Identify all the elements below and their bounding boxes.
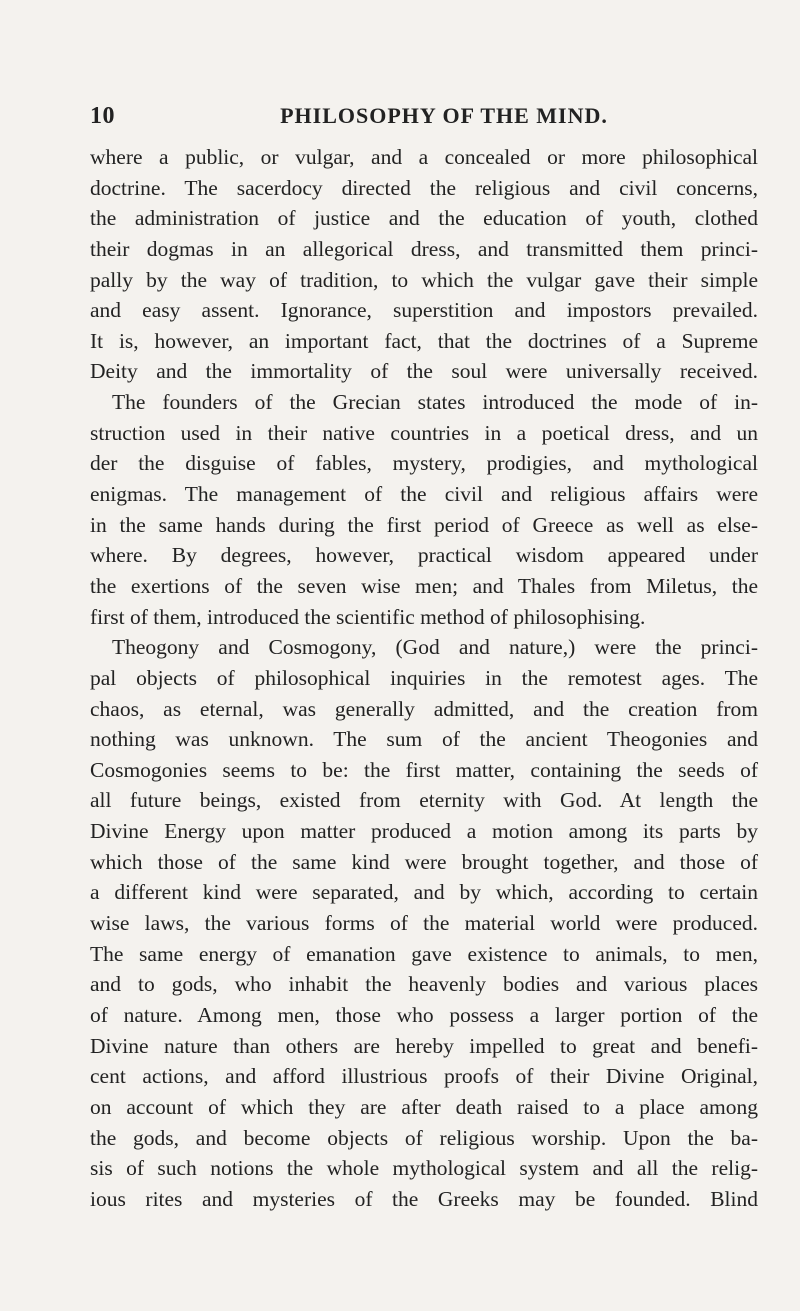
running-head: PHILOSOPHY OF THE MIND.: [280, 103, 608, 128]
text-line: wise laws, the various forms of the material world were produced.: [90, 911, 758, 936]
text-line: Cosmogonies seems to be: the first matter, containing the seeds of: [90, 757, 758, 782]
text-line: which those of the same kind were brought together, and those of: [90, 849, 758, 874]
page-header: [90, 103, 758, 133]
text-line: nothing was unknown. The sum of the ancient Theogonies and: [90, 727, 758, 752]
text-line: enigmas. The management of the civil and religious affairs were: [90, 482, 758, 507]
text-line: the exertions of the seven wise men; and Thales from Miletus, the: [90, 573, 758, 598]
text-line: der the disguise of fables, mystery, prodigies, and mythological: [90, 451, 758, 476]
text-line: and to gods, who inhabit the heavenly bodies and various places: [90, 972, 758, 997]
text-line: The founders of the Grecian states introduced the mode of in-: [112, 390, 758, 415]
text-line: where. By degrees, however, practical wisdom appeared under: [90, 543, 758, 568]
text-line: sis of such notions the whole mythological system and all the relig-: [90, 1156, 758, 1181]
text-line: The same energy of emanation gave existence to animals, to men,: [90, 941, 758, 966]
text-line: Theogony and Cosmogony, (God and nature,) were the princi-: [112, 635, 758, 660]
text-line: doctrine. The sacerdocy directed the religious and civil concerns,: [90, 175, 758, 200]
text-line: pally by the way of tradition, to which the vulgar gave their simple: [90, 267, 758, 292]
text-line: the gods, and become objects of religious worship. Upon the ba-: [90, 1125, 758, 1150]
text-line: on account of which they are after death raised to a place among: [90, 1094, 758, 1119]
text-line: where a public, or vulgar, and a concealed or more philosophical: [90, 145, 758, 169]
text-line: their dogmas in an allegorical dress, and transmitted them princi-: [90, 236, 758, 261]
text-line: in the same hands during the first period of Greece as well as else-: [90, 512, 758, 537]
text-line: Divine Energy upon matter produced a motion among its parts by: [90, 819, 758, 844]
text-line: Deity and the immortality of the soul were universally received.: [90, 359, 758, 384]
text-line: all future beings, existed from eternity with God. At length the: [90, 788, 758, 813]
text-line: and easy assent. Ignorance, superstition and impostors prevailed.: [90, 298, 758, 323]
text-line: cent actions, and afford illustrious proofs of their Divine Original,: [90, 1064, 758, 1089]
text-line: a different kind were separated, and by which, according to certain: [90, 880, 758, 905]
text-line: It is, however, an important fact, that the doctrines of a Supreme: [90, 328, 758, 353]
text-line: pal objects of philosophical inquiries in the remotest ages. The: [90, 665, 758, 690]
text-line: first of them, introduced the scientific method of philosophising.: [90, 604, 646, 629]
text-line: ious rites and mysteries of the Greeks may be founded. Blind: [90, 1186, 758, 1211]
text-line: of nature. Among men, those who possess a larger portion of the: [90, 1002, 758, 1027]
text-line: chaos, as eternal, was generally admitted, and the creation from: [90, 696, 758, 721]
text-line: struction used in their native countries in a poetical dress, and un: [90, 420, 758, 445]
text-line: the administration of justice and the education of youth, clothed: [90, 206, 758, 231]
body-text: [90, 142, 758, 1214]
page-number: 10: [90, 103, 115, 129]
text-line: Divine nature than others are hereby impelled to great and benefi-: [90, 1033, 758, 1058]
